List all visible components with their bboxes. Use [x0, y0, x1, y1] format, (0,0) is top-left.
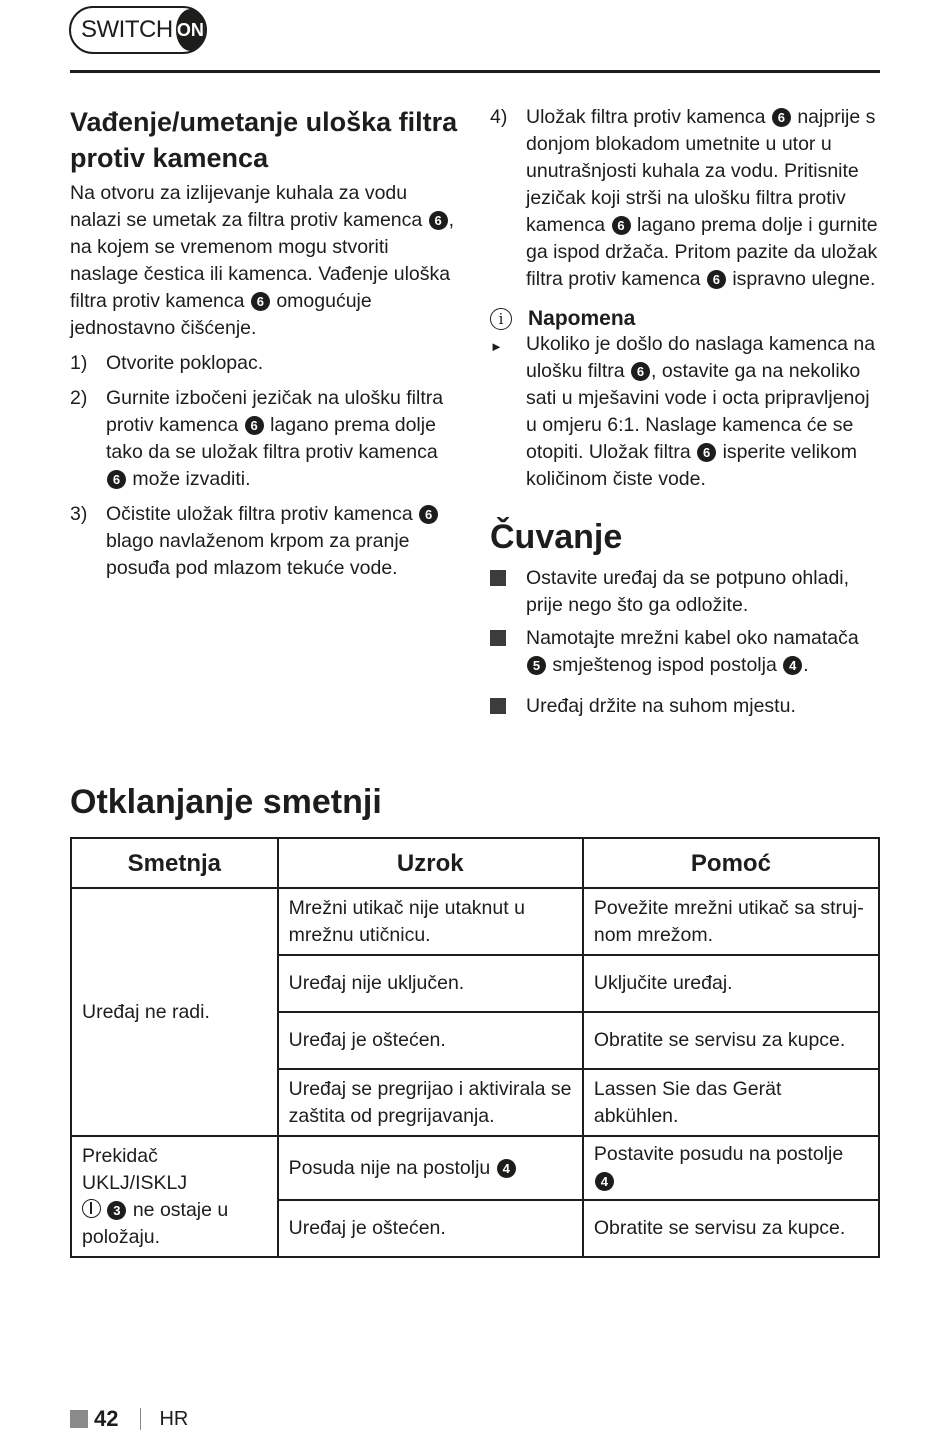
note-text-part: , ostavite ga na nekoliko sati u mješavini vode i octa pripravljenoj u omjeru 6:1. Naslage kamenca će se otopiti. Uložak filtra [526, 360, 870, 463]
intro-text: Na otvoru za izlijevanje kuhala za vodu nalazi se umetak za filtra protiv kamenca [70, 182, 428, 231]
square-bullet-icon [490, 565, 526, 619]
storage-bullet [490, 625, 882, 679]
footer-square-icon [70, 1410, 88, 1428]
part-number-badge: 4 [595, 1172, 614, 1191]
part-number-badge: 6 [612, 216, 631, 235]
storage-bullet [490, 693, 882, 722]
step-text [106, 501, 460, 582]
part-number-badge: 3 [107, 1201, 126, 1220]
problem-cell [71, 1136, 278, 1257]
footer-divider [140, 1408, 141, 1430]
note-text-part: Ukoliko je došlo do naslaga kamenca na ulošku filtra [526, 333, 876, 382]
part-number-badge: 4 [497, 1159, 516, 1178]
bullet-text [526, 565, 882, 619]
page-footer [70, 1406, 188, 1432]
cause-cell: Uređaj se pregrijao i aktivirala se zaštita od pregrijavanja. [278, 1069, 583, 1136]
remedy-cell: Povežite mrežni utikač sa struj-nom mrežom. [583, 888, 879, 955]
power-icon [82, 1199, 101, 1218]
note-title: Napomena [528, 307, 636, 330]
troubleshooting-table [70, 837, 880, 1258]
bullet-text [526, 625, 882, 679]
table-header-row [71, 838, 879, 888]
part-number-badge: 6 [419, 505, 438, 524]
note-text [526, 331, 882, 493]
section-title-troubleshooting: Otklanjanje smetnji [70, 783, 382, 821]
column-header: Smetnja [71, 838, 278, 888]
cause-cell: Uređaj je oštećen. [278, 1200, 583, 1257]
problem-text: Prekidač UKLJ/ISKLJ [82, 1144, 188, 1194]
page-number: 42 [94, 1406, 119, 1431]
note-item [490, 331, 882, 493]
intro-text: , na kojem se vremenom mogu stvoriti naslage čestica ili kamenca. Vađenje uloška filtra protiv kamenca [70, 209, 455, 312]
part-number-badge: 5 [527, 656, 546, 675]
step-text-part: Uložak filtra protiv kamenca [526, 106, 771, 128]
bullet-text [526, 693, 796, 722]
remedy-text: Postavite posudu na postolje [593, 1143, 844, 1165]
arrow-right-icon: ► [490, 339, 503, 354]
step-text-part: Gurnite izbočeni jezičak na ulošku filtra protiv kamenca [106, 387, 444, 436]
step-3 [70, 501, 460, 582]
cause-cell [278, 1136, 583, 1200]
table-row [71, 888, 879, 955]
cause-cell: Uređaj je oštećen. [278, 1012, 583, 1069]
cause-cell: Mrežni utikač nije utaknut u mrežnu utičnicu. [278, 888, 583, 955]
step-4 [490, 104, 882, 293]
step-1 [70, 350, 460, 377]
step-number: 1) [70, 352, 88, 374]
step-text-part: lagano prema dolje i gurnite ga ispod držača. Pritom pazite da uložak filtra protiv kamenca [526, 214, 878, 290]
step-number: 2) [70, 387, 88, 409]
cause-text: Posuda nije na postolju [288, 1156, 496, 1179]
part-number-badge: 6 [707, 270, 726, 289]
problem-text: ne ostaje u položaju. [82, 1198, 229, 1248]
column-header: Pomoć [583, 838, 879, 888]
remedy-cell [583, 1136, 879, 1200]
part-number-badge: 6 [429, 211, 448, 230]
step-2 [70, 385, 460, 493]
step-text-part: ispravno ulegne. [726, 268, 876, 290]
cause-cell: Uređaj nije uključen. [278, 955, 583, 1012]
section-title-storage: Čuvanje [490, 518, 623, 556]
problem-cell: Uređaj ne radi. [71, 888, 278, 1136]
info-icon: i [490, 308, 512, 330]
square-bullet-icon [490, 693, 526, 722]
part-number-badge: 6 [107, 470, 126, 489]
step-text-part: Očistite uložak filtra protiv kamenca [106, 503, 419, 525]
left-column [70, 104, 460, 582]
bullet-text-part: Ostavite uređaj da se potpuno ohladi, prije nego što ga odložite. [526, 567, 850, 616]
part-number-badge: 4 [783, 656, 802, 675]
remedy-cell: Lassen Sie das Gerät abkühlen. [583, 1069, 879, 1136]
header-rule [70, 70, 880, 73]
step-text [106, 385, 460, 493]
remedy-cell: Uključite uređaj. [583, 955, 879, 1012]
bullet-text-part: Namotajte mrežni kabel oko namatača [526, 627, 859, 649]
part-number-badge: 6 [772, 108, 791, 127]
step-text [526, 104, 882, 293]
power-on-icon: ON [176, 9, 205, 51]
column-header: Uzrok [278, 838, 583, 888]
part-number-badge: 6 [251, 292, 270, 311]
note-header [490, 307, 882, 331]
square-bullet-icon [490, 625, 526, 679]
remedy-cell: Obratite se servisu za kupce. [583, 1200, 879, 1257]
step-text-part: može izvaditi. [127, 468, 251, 490]
storage-bullet [490, 565, 882, 619]
step-text-part: Otvorite poklopac. [106, 352, 264, 374]
remedy-cell: Obratite se servisu za kupce. [583, 1012, 879, 1069]
step-number: 3) [70, 503, 88, 525]
bullet-text-part: smještenog ispod postolja [547, 654, 783, 676]
step-text-part: blago navlaženom krpom za pranje posuđa pod mlazom tekuće vode. [106, 530, 410, 579]
bullet-text-part: Uređaj držite na suhom mjestu. [526, 695, 796, 717]
step-text-part: najprije s donjom blokadom umetnite u utor u unutrašnjosti kuhala za vodu. Pritisnite jezičak koji strši na ulošku filtra protiv kamenca [526, 106, 876, 236]
table-row [71, 1136, 879, 1200]
step-number: 4) [490, 106, 508, 128]
section-title-filter: Vađenje/umetanje uloška filtra protiv kamenca [70, 107, 458, 173]
right-column [490, 104, 882, 722]
logo-text: SWITCH [81, 16, 173, 43]
part-number-badge: 6 [245, 416, 264, 435]
intro-paragraph [70, 180, 460, 342]
brand-logo [69, 6, 207, 54]
note-text-part: isperite velikom količinom čiste vode. [526, 441, 857, 490]
step-text-part: lagano prema dolje tako da se uložak filtra protiv kamenca [106, 414, 438, 463]
intro-text: omogućuje jednostavno čišćenje. [70, 290, 372, 339]
step-text [106, 350, 460, 377]
part-number-badge: 6 [697, 443, 716, 462]
bullet-text-part: . [803, 654, 809, 676]
language-code: HR [159, 1407, 189, 1430]
part-number-badge: 6 [631, 362, 650, 381]
